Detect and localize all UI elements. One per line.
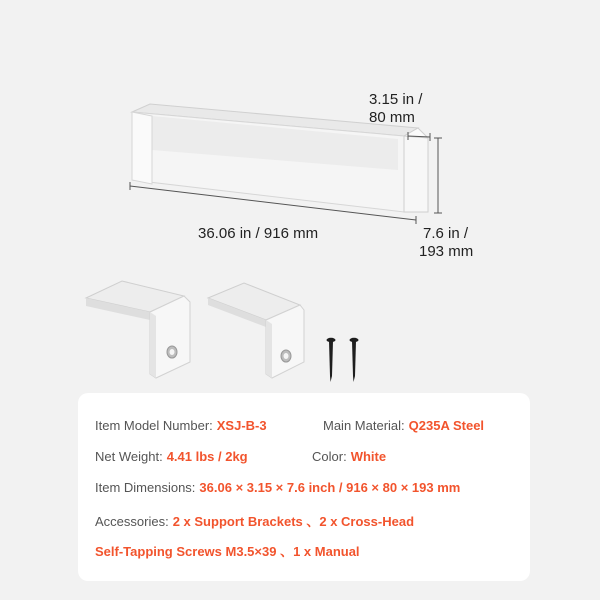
spec-row-weight-color bbox=[95, 449, 387, 464]
weight-value: 4.41 lbs / 2kg bbox=[166, 449, 248, 464]
spec-row-model-material bbox=[95, 418, 485, 433]
accessories-label: Accessories: bbox=[95, 514, 169, 529]
screws bbox=[327, 338, 359, 382]
dimensions-value: 36.06 × 3.15 × 7.6 inch / 916 × 80 × 193 mm bbox=[199, 480, 461, 495]
support-bracket-right bbox=[208, 283, 304, 378]
height-label-line1: 7.6 in / bbox=[423, 225, 469, 242]
length-label: 36.06 in / 916 mm bbox=[198, 225, 319, 242]
color-label: Color: bbox=[312, 449, 347, 464]
dimensions-label: Item Dimensions: bbox=[95, 480, 196, 495]
support-bracket-left bbox=[86, 281, 190, 378]
accessories-value-line2: Self-Tapping Screws M3.5×39 、1 x Manual bbox=[95, 544, 360, 559]
spec-card bbox=[78, 393, 530, 581]
model-label: Item Model Number: bbox=[95, 418, 213, 433]
accessories-value-line1: 2 x Support Brackets 、2 x Cross-Head bbox=[172, 514, 415, 529]
model-value: XSJ-B-3 bbox=[216, 418, 267, 433]
material-label: Main Material: bbox=[323, 418, 405, 433]
depth-label-line1: 3.15 in / bbox=[369, 91, 423, 108]
depth-label-line2: 80 mm bbox=[369, 109, 415, 126]
spec-row-accessories-cont bbox=[95, 541, 360, 560]
height-label-line2: 193 mm bbox=[419, 243, 474, 260]
weight-label: Net Weight: bbox=[95, 449, 163, 464]
material-value: Q235A Steel bbox=[408, 418, 485, 433]
spec-row-dimensions bbox=[95, 480, 460, 495]
spec-row-accessories bbox=[95, 511, 414, 530]
color-value: White bbox=[350, 449, 387, 464]
